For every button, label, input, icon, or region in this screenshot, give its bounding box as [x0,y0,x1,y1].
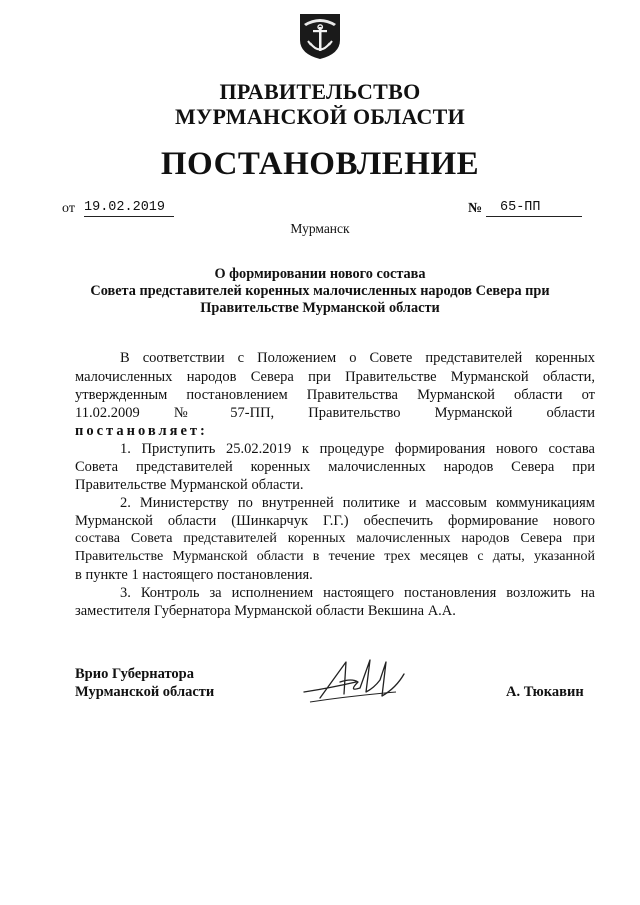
body-line: Правительстве Мурманской области. [75,477,304,493]
document-date: 19.02.2019 [84,200,174,217]
body-line: Правительстве Мурманской области в течение трех месяцев с даты, указанной [75,549,595,564]
body-line-resolves: постановляет: [75,423,208,439]
signer-title-line2: Мурманской области [75,684,215,700]
body-line: 3. Контроль за исполнением настоящего постановления возложить на [120,585,595,601]
body-line: 2. Министерству по внутренней политике и массовым коммуникациям [120,495,595,511]
subject-line: Правительстве Мурманской области [200,300,440,316]
subject-line: Совета представителей коренных малочисленных народов Севера при [90,283,550,299]
body-line: Мурманской области (Шинкарчук Г.Г.) обеспечить формирование нового [75,513,595,529]
body-line: состава Совета представителей коренных малочисленных народов Севера при [75,531,595,546]
number-prefix: № [468,201,483,216]
signer-title-line1: Врио Губернатора [75,666,194,682]
body-line: заместителя Губернатора Мурманской области Векшина А.А. [75,603,456,619]
date-prefix: от [62,201,75,216]
body-line: в пункте 1 настоящего постановления. [75,567,313,583]
body-line: 11.02.2009 № 57-ПП, Правительство Мурманской области [75,405,595,421]
body-line: утвержденным постановлением Правительства Мурманской области от [75,387,595,403]
body-line: В соответствии с Положением о Совете представителей коренных [120,350,595,366]
coat-of-arms-icon [298,12,342,60]
org-name-line1: ПРАВИТЕЛЬСТВО [219,79,421,104]
subject-line: О формировании нового состава [214,266,426,282]
body-line: Совета представителей коренных малочисленных народов Севера при [75,459,595,475]
city-name: Мурманск [290,221,350,236]
document-type-title: ПОСТАНОВЛЕНИЕ [160,146,480,182]
document-subject [60,266,580,317]
body-line: малочисленных народов Севера при Правительстве Мурманской области, [75,369,595,385]
org-name-line2: МУРМАНСКОЙ ОБЛАСТИ [174,104,466,129]
body-line: 1. Приступить 25.02.2019 к процедуре формирования нового состава [120,441,595,457]
document-number: 65-ПП [486,200,582,217]
handwritten-signature [300,652,410,712]
signer-name: А. Тюкавин [506,684,584,700]
